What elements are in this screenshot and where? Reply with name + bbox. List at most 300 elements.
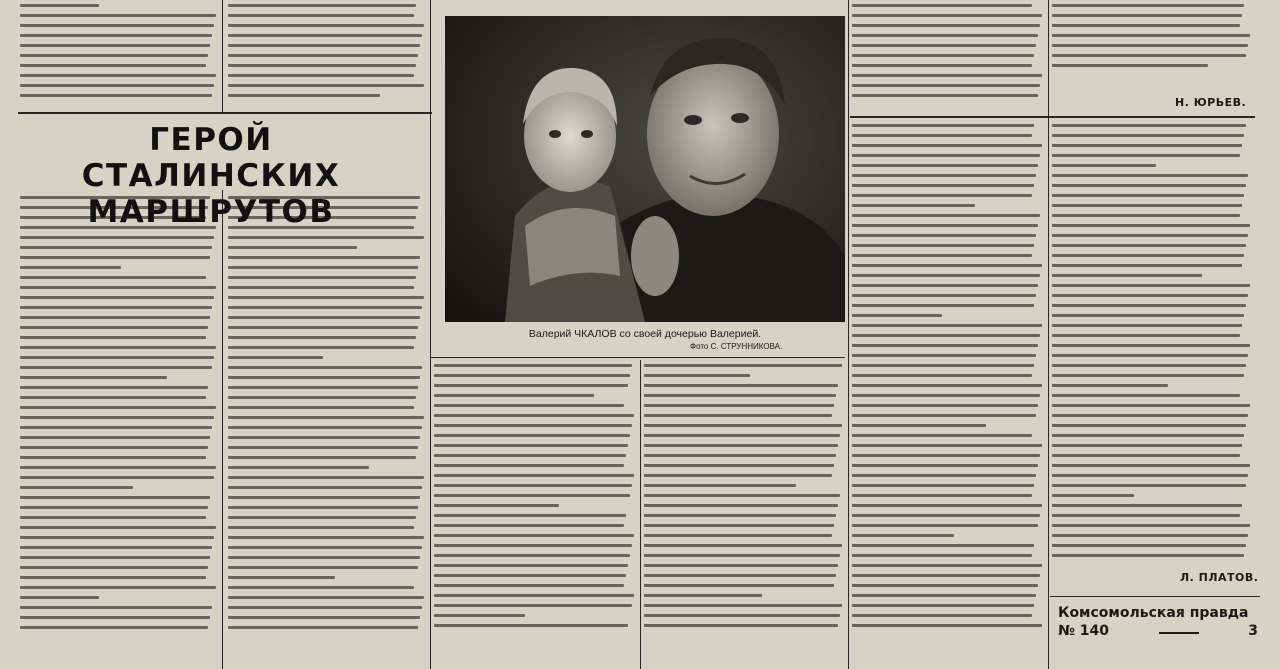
text-line [20, 14, 216, 17]
text-line [1052, 484, 1246, 487]
text-line [1052, 324, 1242, 327]
text-line [852, 134, 1032, 137]
text-line [20, 54, 208, 57]
text-line [644, 414, 832, 417]
text-line [228, 266, 418, 269]
text-line [1052, 124, 1246, 127]
footer-issue: № 140 [1058, 623, 1109, 639]
text-line [1052, 304, 1246, 307]
text-line [20, 546, 212, 549]
col-divider-4 [1048, 0, 1049, 669]
text-line [852, 214, 1040, 217]
text-line [1052, 234, 1248, 237]
text-line [434, 574, 626, 577]
text-line [1052, 354, 1248, 357]
footer-rule [1050, 596, 1260, 597]
text-line [20, 586, 216, 589]
text-line [434, 624, 628, 627]
text-line [644, 454, 836, 457]
text-line [1052, 504, 1242, 507]
text-line [20, 286, 216, 289]
text-line [228, 296, 424, 299]
article-body-col3 [434, 364, 636, 642]
text-line [228, 476, 424, 479]
footer-paper-name: Комсомольская правда [1058, 605, 1249, 621]
text-line [228, 486, 422, 489]
text-line [1052, 314, 1244, 317]
byline-top-right: Н. ЮРЬЕВ. [1175, 96, 1247, 109]
text-line [1052, 434, 1244, 437]
text-line [852, 604, 1034, 607]
text-line [644, 474, 832, 477]
text-line [852, 584, 1038, 587]
article-body-col2 [228, 196, 426, 642]
text-line [228, 34, 422, 37]
text-line [20, 616, 210, 619]
text-line [852, 244, 1034, 247]
text-line [644, 374, 750, 377]
text-line [434, 564, 628, 567]
text-line [852, 254, 1032, 257]
text-line [228, 64, 416, 67]
text-line [852, 494, 1032, 497]
text-line [1052, 534, 1248, 537]
text-line [852, 24, 1040, 27]
text-line [20, 376, 167, 379]
text-line [434, 524, 624, 527]
text-line [228, 316, 420, 319]
text-line [852, 354, 1036, 357]
text-line [434, 384, 628, 387]
text-line [644, 594, 762, 597]
text-line [20, 236, 214, 239]
text-line [644, 494, 840, 497]
photo-image [445, 16, 845, 322]
text-line [852, 234, 1036, 237]
text-line [228, 536, 424, 539]
text-line [434, 594, 634, 597]
text-line [644, 394, 836, 397]
text-line [228, 436, 420, 439]
text-line [1052, 264, 1242, 267]
text-line [644, 404, 834, 407]
text-line [20, 24, 214, 27]
text-line [20, 626, 208, 629]
text-line [1052, 214, 1240, 217]
text-line [852, 544, 1034, 547]
text-line [852, 514, 1040, 517]
text-line [852, 164, 1038, 167]
text-line [852, 124, 1034, 127]
text-line [852, 204, 975, 207]
text-line [228, 24, 424, 27]
text-line [20, 74, 216, 77]
article-far-right-col [1052, 124, 1252, 564]
text-line [1052, 14, 1242, 17]
text-line [1052, 164, 1156, 167]
text-line [1052, 514, 1240, 517]
text-line [228, 606, 422, 609]
footer-page-number: 3 [1248, 623, 1258, 639]
text-line [1052, 384, 1168, 387]
text-line [228, 276, 416, 279]
article-body-col4 [644, 364, 844, 642]
text-line [644, 484, 796, 487]
article-right-col [852, 124, 1044, 642]
text-line [228, 416, 424, 419]
text-line [852, 334, 1040, 337]
text-line [20, 466, 216, 469]
text-line [644, 514, 836, 517]
text-line [228, 446, 418, 449]
text-line [228, 576, 335, 579]
text-line [20, 536, 214, 539]
text-line [228, 256, 420, 259]
col-divider-1 [222, 0, 223, 112]
text-line [20, 306, 212, 309]
text-line [1052, 404, 1250, 407]
text-line [1052, 374, 1244, 377]
text-line [852, 374, 1032, 377]
text-line [1052, 24, 1240, 27]
text-line [228, 586, 414, 589]
text-line [228, 496, 420, 499]
text-line [434, 474, 634, 477]
text-line [1052, 464, 1250, 467]
text-line [852, 444, 1042, 447]
text-line [1052, 364, 1246, 367]
text-line [644, 564, 838, 567]
text-line [852, 44, 1036, 47]
text-line [20, 526, 216, 529]
text-line [228, 556, 420, 559]
text-line [434, 424, 632, 427]
text-line [1052, 244, 1246, 247]
text-line [852, 184, 1034, 187]
text-line [852, 154, 1040, 157]
text-line [20, 276, 206, 279]
text-line [644, 604, 842, 607]
text-line [644, 524, 834, 527]
text-line [20, 4, 99, 7]
text-line [852, 614, 1032, 617]
text-line [644, 624, 838, 627]
text-line [1052, 4, 1244, 7]
text-line [20, 426, 212, 429]
article-far-right-top [1052, 4, 1252, 82]
text-line [1052, 444, 1242, 447]
photo-caption: Валерий ЧКАЛОВ со своей дочерью Валерией. [528, 328, 762, 340]
headline-line-1: ГЕРОЙ СТАЛИНСКИХ [81, 122, 341, 194]
text-line [228, 84, 424, 87]
text-line [852, 394, 1040, 397]
text-line [434, 414, 634, 417]
text-line [228, 336, 416, 339]
text-line [228, 94, 380, 97]
text-line [852, 464, 1038, 467]
text-line [20, 246, 212, 249]
text-line [852, 594, 1036, 597]
text-line [1052, 454, 1240, 457]
text-line [852, 294, 1036, 297]
text-line [852, 94, 1038, 97]
text-line [228, 44, 420, 47]
text-line [228, 456, 416, 459]
text-line [228, 596, 424, 599]
text-line [434, 454, 626, 457]
text-line [852, 194, 1032, 197]
text-line [20, 64, 206, 67]
text-line [852, 384, 1042, 387]
text-line [1052, 184, 1246, 187]
text-line [852, 454, 1040, 457]
text-line [228, 356, 323, 359]
text-line [228, 516, 416, 519]
text-line [852, 554, 1032, 557]
text-line [644, 544, 842, 547]
text-line [644, 364, 842, 367]
top-rule-left [18, 112, 432, 114]
text-line [228, 246, 357, 249]
text-line [852, 4, 1032, 7]
text-line [852, 534, 954, 537]
text-line [1052, 284, 1250, 287]
text-line [852, 64, 1032, 67]
text-line [852, 524, 1038, 527]
text-line [1052, 524, 1250, 527]
text-line [20, 346, 216, 349]
article-right-top-col [852, 4, 1044, 108]
text-line [20, 316, 210, 319]
text-line [434, 394, 594, 397]
text-line [852, 564, 1042, 567]
text-line [852, 264, 1042, 267]
text-line [644, 424, 842, 427]
text-line [644, 434, 840, 437]
text-line [852, 84, 1040, 87]
text-line [20, 386, 208, 389]
text-line [20, 506, 208, 509]
text-line [1052, 134, 1244, 137]
text-line [228, 466, 369, 469]
text-line [434, 434, 630, 437]
photo-chkalov-with-daughter [445, 16, 845, 322]
text-line [228, 526, 414, 529]
text-line [228, 616, 420, 619]
text-line [1052, 174, 1248, 177]
text-line [852, 434, 1032, 437]
text-line [20, 256, 210, 259]
headline [26, 122, 396, 230]
text-line [20, 336, 206, 339]
text-line [1052, 414, 1248, 417]
text-line [228, 376, 420, 379]
text-line [228, 74, 414, 77]
text-line [852, 54, 1034, 57]
text-line [434, 484, 632, 487]
text-line [1052, 224, 1250, 227]
col-divider-2 [430, 0, 431, 669]
text-line [20, 486, 133, 489]
headline-line-2: МАРШРУТОВ [87, 194, 335, 230]
text-line [228, 326, 418, 329]
text-line [228, 566, 418, 569]
text-line [434, 504, 559, 507]
text-line [852, 404, 1038, 407]
page-footer [1058, 605, 1258, 639]
text-line [228, 386, 418, 389]
text-line [434, 444, 628, 447]
text-line [644, 584, 834, 587]
text-line [644, 574, 836, 577]
text-line [1052, 194, 1244, 197]
text-line [852, 324, 1042, 327]
text-line [228, 546, 422, 549]
text-line [852, 344, 1038, 347]
mid-rule [430, 357, 845, 358]
text-line [852, 174, 1036, 177]
footer-dash [1159, 632, 1199, 639]
byline-bottom-right: Л. ПЛАТОВ. [1180, 571, 1259, 584]
text-line [1052, 554, 1244, 557]
text-line [852, 274, 1040, 277]
text-line [852, 624, 1042, 627]
text-line [434, 544, 632, 547]
text-line [852, 14, 1042, 17]
text-line [434, 464, 624, 467]
text-line [644, 534, 832, 537]
text-line [852, 304, 1034, 307]
text-line [1052, 44, 1248, 47]
text-line [434, 554, 630, 557]
text-line [20, 496, 210, 499]
text-line [1052, 394, 1240, 397]
text-line [852, 284, 1038, 287]
text-line [852, 314, 942, 317]
text-line [1052, 254, 1244, 257]
text-line [20, 396, 206, 399]
text-line [1052, 64, 1208, 67]
text-line [434, 584, 624, 587]
text-line [852, 574, 1040, 577]
text-line [434, 534, 634, 537]
text-line [20, 436, 210, 439]
text-line [228, 426, 422, 429]
text-line [1052, 474, 1248, 477]
col-divider-5 [222, 190, 223, 669]
text-line [434, 604, 632, 607]
text-line [20, 296, 214, 299]
text-line [20, 576, 206, 579]
text-line [228, 4, 416, 7]
text-line [434, 514, 626, 517]
text-line [20, 606, 212, 609]
text-line [20, 366, 212, 369]
text-line [644, 614, 840, 617]
text-line [1052, 204, 1242, 207]
text-line [1052, 274, 1202, 277]
photo-credit: Фото С. СТРУННИКОВА. [690, 342, 783, 351]
text-line [228, 406, 414, 409]
article-body-col1 [20, 196, 218, 642]
text-line [1052, 154, 1240, 157]
text-line [20, 556, 210, 559]
text-line [20, 596, 99, 599]
text-line [1052, 294, 1248, 297]
col-divider-6 [640, 360, 641, 669]
text-line [852, 74, 1042, 77]
text-line [1052, 54, 1246, 57]
top-rule-right [850, 116, 1255, 118]
text-line [644, 504, 838, 507]
text-line [20, 84, 214, 87]
text-line [20, 566, 208, 569]
text-line [20, 34, 212, 37]
text-line [852, 364, 1034, 367]
article-top-left [20, 4, 218, 108]
text-line [20, 266, 121, 269]
text-line [228, 306, 422, 309]
text-line [1052, 544, 1246, 547]
text-line [434, 374, 630, 377]
text-line [852, 144, 1042, 147]
text-line [1052, 334, 1240, 337]
text-line [228, 236, 424, 239]
text-line [20, 406, 216, 409]
text-line [1052, 344, 1250, 347]
text-line [228, 14, 414, 17]
text-line [644, 464, 834, 467]
text-line [228, 366, 422, 369]
text-line [20, 456, 206, 459]
text-line [644, 444, 838, 447]
text-line [20, 476, 214, 479]
text-line [434, 364, 632, 367]
text-line [228, 626, 418, 629]
text-line [434, 614, 525, 617]
text-line [1052, 144, 1242, 147]
text-line [644, 384, 838, 387]
text-line [434, 404, 624, 407]
text-line [852, 34, 1038, 37]
col-divider-3 [848, 0, 849, 669]
text-line [228, 346, 414, 349]
text-line [228, 286, 414, 289]
text-line [434, 494, 630, 497]
text-line [228, 506, 418, 509]
text-line [20, 446, 208, 449]
text-line [228, 54, 418, 57]
text-line [1052, 494, 1134, 497]
text-line [852, 414, 1036, 417]
text-line [852, 424, 986, 427]
text-line [852, 504, 1042, 507]
text-line [1052, 424, 1246, 427]
article-top-mid [228, 4, 426, 108]
text-line [20, 44, 210, 47]
text-line [1052, 34, 1250, 37]
text-line [20, 94, 212, 97]
text-line [20, 516, 206, 519]
text-line [852, 484, 1034, 487]
text-line [20, 356, 214, 359]
text-line [644, 554, 840, 557]
text-line [852, 224, 1038, 227]
text-line [20, 416, 214, 419]
text-line [228, 396, 416, 399]
text-line [852, 474, 1036, 477]
text-line [20, 326, 208, 329]
